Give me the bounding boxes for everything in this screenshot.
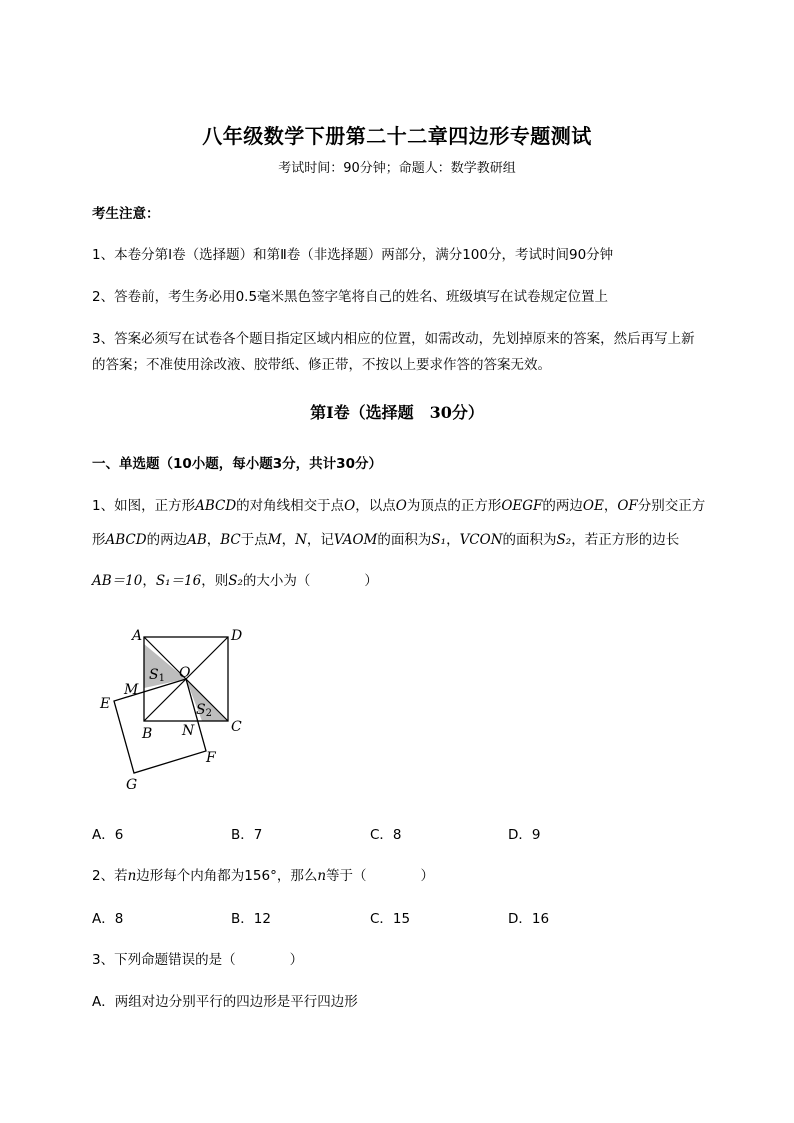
label-c: C [231,719,242,735]
notice-item-2: 2、答卷前，考生务必用0.5毫米黑色签字笔将自己的姓名、班级填写在试卷规定位置上 [92,289,609,305]
q2-option-a[interactable]: A．8 [92,911,124,927]
geometry-figure [90,618,260,798]
q1-option-c[interactable]: C．8 [370,827,402,843]
notice-item-1: 1、本卷分第Ⅰ卷（选择题）和第Ⅱ卷（非选择题）两部分，满分100分，考试时间90分钟 [92,247,614,263]
question-1-line-3: AB＝10，S₁＝16，则S₂的大小为（ ） [92,573,378,589]
label-m: M [124,682,139,698]
label-s2: S2 [196,702,212,719]
label-e: E [100,696,111,712]
notice-item-3: 3、答案必须写在试卷各个题目指定区域内相应的位置，如需改动，先划掉原来的答案，然后再写上新 [92,331,695,347]
question-3-stem: 3、下列命题错误的是（ ） [92,952,304,968]
page-title: 八年级数学下册第二十二章四边形专题测试 [202,124,592,148]
label-d: D [231,628,243,644]
q3-option-a[interactable]: A．两组对边分别平行的四边形是平行四边形 [92,994,358,1010]
notice-heading: 考生注意： [92,206,160,222]
q2-option-b[interactable]: B．12 [231,911,271,927]
section-heading: 一、单选题（10小题，每小题3分，共计30分） [92,456,382,472]
label-f: F [206,750,216,766]
label-s1: S1 [149,667,165,684]
question-1-line-2: 形ABCD的两边AB，BC于点M，N，记VAOM的面积为S₁，VCON的面积为S₂，若正方形的边长 [92,532,680,548]
label-a: A [132,628,143,644]
question-2-stem: 2、若n边形每个内角都为156°，那么n等于（ ） [92,868,435,884]
question-1-line-1: 1、如图，正方形ABCD的对角线相交于点O，以点O为顶点的正方形OEGF的两边OE，OF分别交正方 [92,498,706,514]
q2-option-c[interactable]: C．15 [370,911,411,927]
q1-option-a[interactable]: A．6 [92,827,124,843]
label-g: G [126,777,138,793]
label-o: O [179,665,191,681]
label-b: B [142,726,153,742]
q1-option-d[interactable]: D．9 [508,827,541,843]
label-n: N [182,723,195,739]
exam-subtitle: 考试时间：90分钟；命题人：数学教研组 [278,161,516,176]
q2-option-d[interactable]: D．16 [508,911,550,927]
section-title: 第Ⅰ卷（选择题 30分） [310,403,484,422]
notice-item-3-cont: 的答案；不准使用涂改液、胶带纸、修正带，不按以上要求作答的答案无效。 [92,357,551,373]
q1-option-b[interactable]: B．7 [231,827,263,843]
